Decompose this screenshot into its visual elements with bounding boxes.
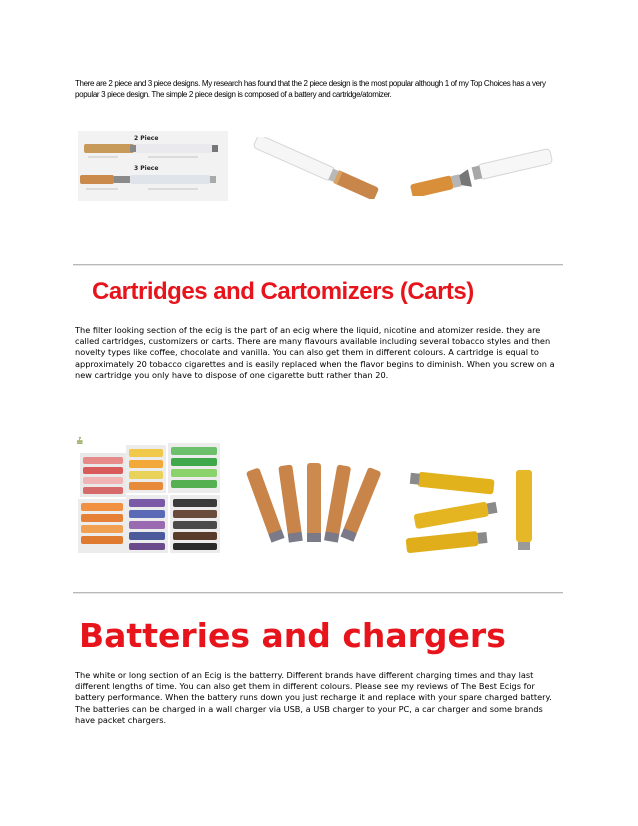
cartridges-heading: Cartridges and Cartomizers (Carts) [92, 278, 474, 305]
ecig-parts-diagram [78, 131, 228, 201]
flavor-cartridge-packs-photo [74, 433, 226, 557]
five-cartridges-photo [245, 457, 385, 555]
diagram-label-2-piece: 2 Piece [134, 135, 159, 142]
two-piece-ecig-photo [240, 137, 395, 199]
batteries-paragraph: The white or long section of an Ecig is the batterry. Different brands have different charging times and thay last different lengths of time. You can also get them in different colours. Please see my reviews of The Best Ecigs for battery performance. When the battery runs down you just recharge it and replace with your spare charged battery. The batteries can be charged in a wall charger via USB, a USB charger to your PC, a car charger and some brands have packet chargers. [75, 670, 552, 725]
yellow-cartridges-photo [400, 462, 566, 560]
section-divider [73, 592, 563, 594]
svg-text:≟: ≟ [76, 438, 84, 448]
assembled-ecig-photo [402, 140, 562, 196]
intro-paragraph: There are 2 piece and 3 piece designs. My research has found that the 2 piece design is the most popular although 1 of my Top Choices has a very popular 3 piece design. The simple 2 piece design is composed of a battery and cartridge/atomizer. [75, 79, 546, 99]
diagram-label-3-piece: 3 Piece [134, 165, 159, 172]
section-divider [73, 264, 563, 266]
batteries-heading: Batteries and chargers [79, 616, 506, 655]
cartridges-paragraph: The filter looking section of the ecig is the part of an ecig where the liquid, nicotine and atomizer reside. they are called cartridges, customizers or carts. There are many flavours available including several tobacco styles and then novelty types like coffee, chocolate and vanilla. You can also get them in different colours. A cartridge is equal to approximately 20 tobacco cigarettes and is easily replaced when the flavor begins to diminish. When you screw on a new cartridge you only have to dispose of one cigarette butt rather than 20. [75, 325, 555, 380]
